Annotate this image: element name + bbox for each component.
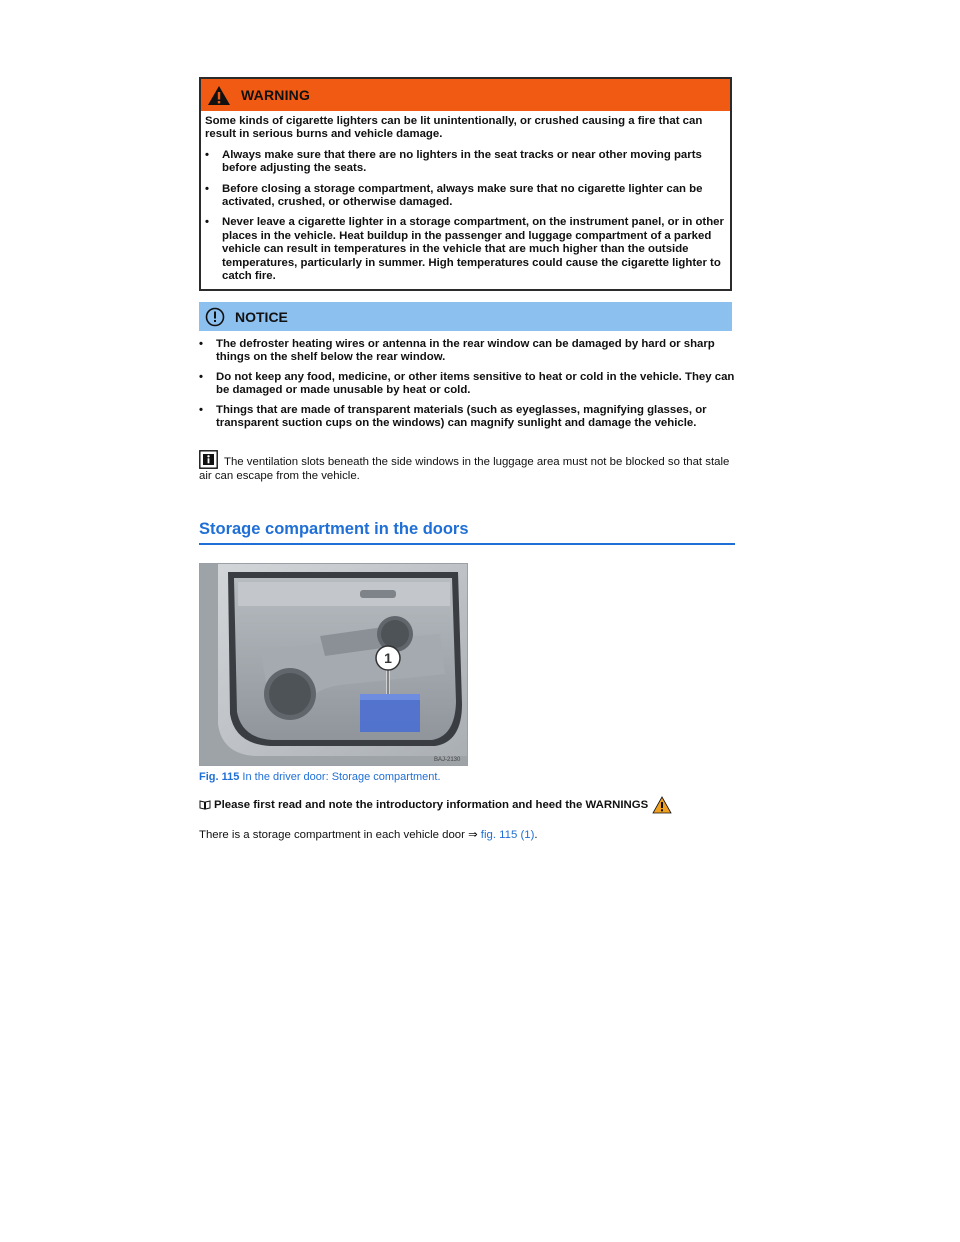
body-text-main: There is a storage compartment in each vehicle door ⇒	[199, 829, 481, 841]
info-note-text: The ventilation slots beneath the side windows in the luggage area must not be blocked so that stale air can escape from the vehicle.	[199, 456, 730, 482]
figure-code: BAJ-2130	[434, 757, 461, 763]
bullet-dot: •	[199, 403, 203, 416]
notice-bullet	[199, 338, 735, 365]
notice-bullet-text: Things that are made of transparent materials (such as eyeglasses, magnifying glasses, or transparent suction cups on the windows) can magnify sunlight and damage the vehicle.	[216, 403, 707, 430]
warning-box	[199, 77, 732, 291]
bullet-dot: •	[199, 370, 203, 383]
section-heading: Storage compartment in the doors	[199, 520, 735, 545]
notice-bullet	[199, 404, 735, 431]
notice-bullet	[199, 371, 735, 398]
figure-callout: 1	[384, 650, 392, 666]
warning-header	[201, 79, 730, 111]
warning-bullet-text: Never leave a cigarette lighter in a storage compartment, on the instrument panel, or in other places in the vehicle. Heat buildup in the passenger and luggage compartment of a parked vehicle can result in temperatures in the vehicle that are much higher than the outside temperatures, particularly in summer. High temperatures could cause the cigarette lighter to catch fire.	[222, 216, 724, 283]
figure-reference-link[interactable]: fig. 115 (1)	[480, 829, 535, 841]
bullet-dot: •	[205, 148, 209, 161]
notice-bullet-text: The defroster heating wires or antenna in the rear window can be damaged by hard or sharp things on the shelf below the rear window.	[216, 338, 715, 364]
book-icon	[199, 800, 211, 810]
bullet-dot: •	[205, 216, 209, 229]
door-figure	[199, 563, 468, 766]
warning-bullet-text: Before closing a storage compartment, always make sure that no cigarette lighter can be activated, crushed, or otherwise damaged.	[222, 182, 703, 209]
warning-bullet	[205, 149, 724, 176]
warning-title: WARNING	[241, 87, 311, 103]
notice-bullet-text: Do not keep any food, medicine, or other items sensitive to heat or cold in the vehicle. They can be damaged or made unusable by heat or cold.	[216, 370, 735, 397]
warning-triangle-icon[interactable]	[652, 796, 672, 814]
body-text	[199, 827, 538, 841]
body-text-end: .	[534, 829, 538, 841]
notice-header	[199, 302, 732, 331]
intro-text: Please first read and note the introductory information and heed the WARNINGS	[214, 799, 649, 811]
info-note	[199, 450, 735, 483]
figure-number: Fig. 115	[199, 771, 240, 783]
figure-caption	[199, 771, 441, 783]
figure-caption-text: In the driver door: Storage compartment.	[242, 771, 441, 783]
warning-triangle-icon	[207, 85, 231, 106]
bullet-dot: •	[199, 338, 203, 350]
warning-bullet	[205, 216, 724, 283]
warning-intro: Some kinds of cigarette lighters can be lit unintentionally, or crushed causing a fire that can result in serious burns and vehicle damage.	[205, 115, 703, 141]
warning-bullet-text: Always make sure that there are no lighters in the seat tracks or near other moving parts before adjusting the seats.	[222, 148, 702, 175]
info-icon	[199, 450, 218, 469]
exclamation-circle-icon	[205, 307, 225, 327]
notice-body	[199, 338, 735, 436]
intro-line	[199, 796, 759, 814]
notice-title: NOTICE	[235, 308, 288, 325]
door-illustration	[200, 564, 467, 765]
bullet-dot: •	[205, 182, 209, 195]
warning-body	[201, 111, 730, 289]
warning-bullet	[205, 183, 724, 210]
